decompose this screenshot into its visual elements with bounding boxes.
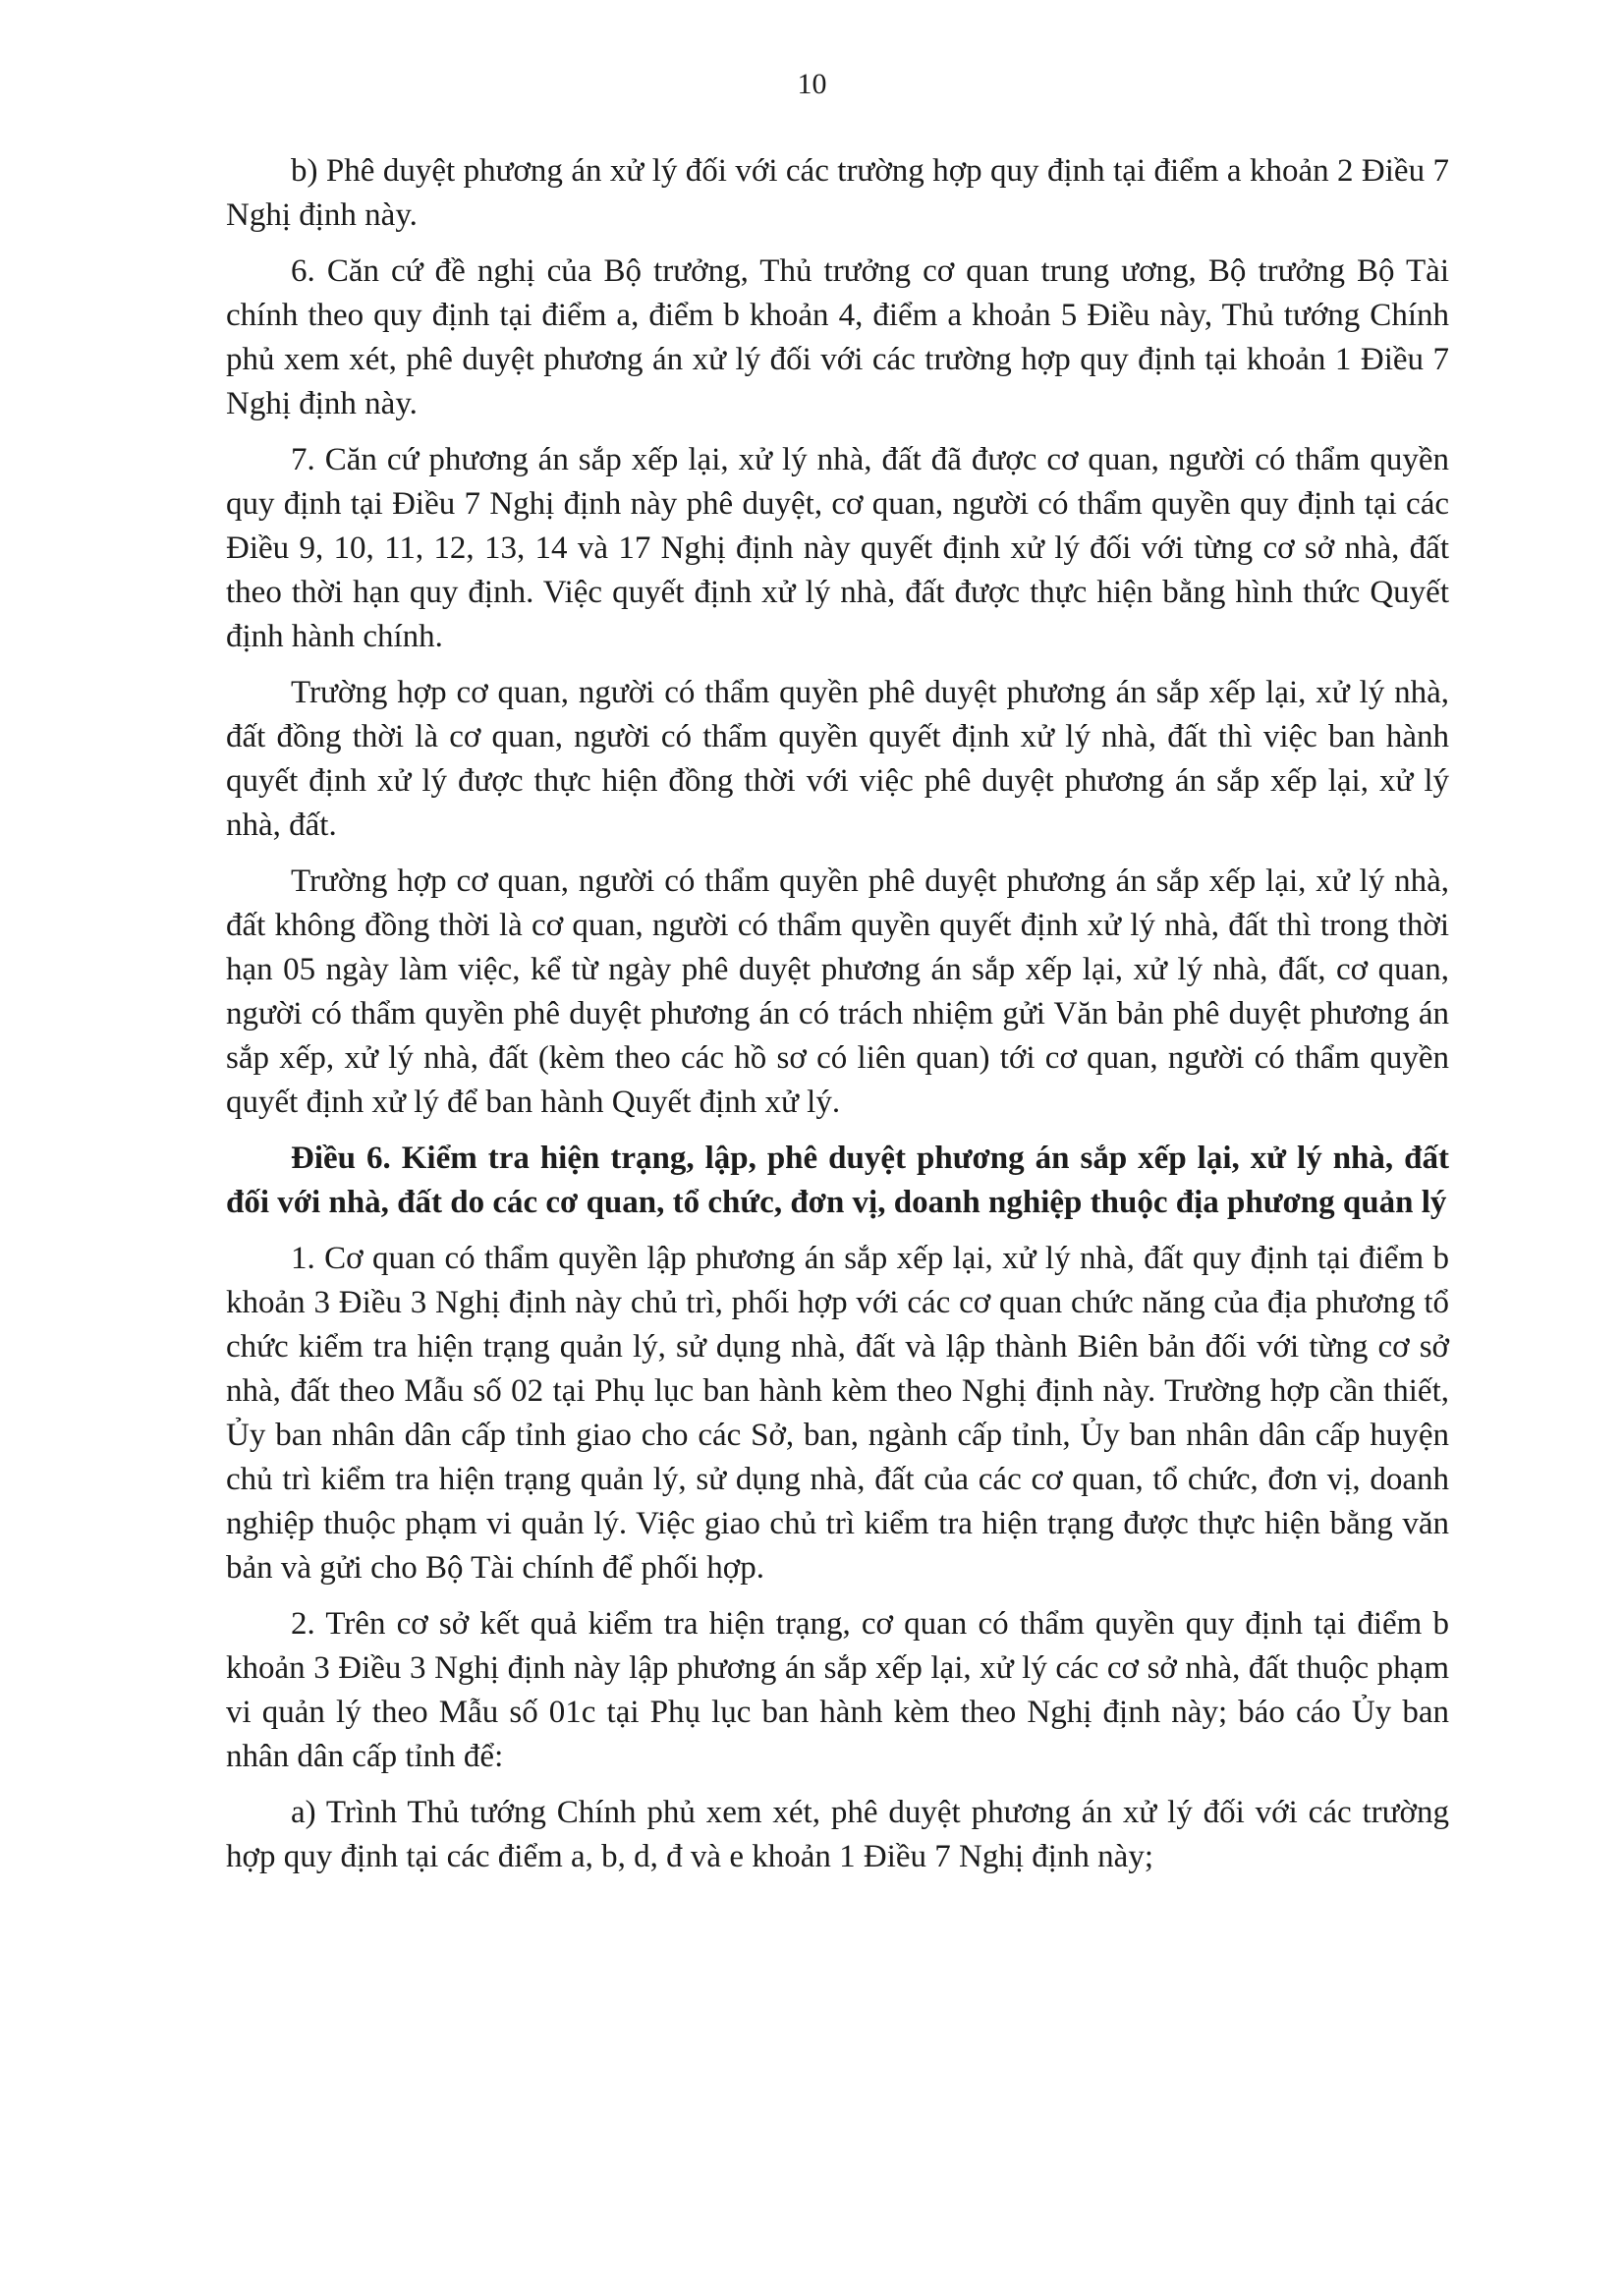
paragraph-7: 7. Căn cứ phương án sắp xếp lại, xử lý nhà, đất đã được cơ quan, người có thẩm quyền quy định tại Điều 7 Nghị định này phê duyệt, cơ quan, người có thẩm quyền quy định tại các Điều 9, 10, 11, 12, 13, 14 và 17 Nghị định này quyết định xử lý đối với từng cơ sở nhà, đất theo thời hạn quy định. Việc quyết định xử lý nhà, đất được thực hiện bằng hình thức Quyết định hành chính.	[226, 442, 1449, 654]
paragraph-7-case-2: Trường hợp cơ quan, người có thẩm quyền phê duyệt phương án sắp xếp lại, xử lý nhà, đất không đồng thời là cơ quan, người có thẩm quyền quyết định xử lý nhà, đất thì trong thời hạn 05 ngày làm việc, kể từ ngày phê duyệt phương án sắp xếp lại, xử lý nhà, đất, cơ quan, người có thẩm quyền phê duyệt phương án có trách nhiệm gửi Văn bản phê duyệt phương án sắp xếp, xử lý nhà, đất (kèm theo các hồ sơ có liên quan) tới cơ quan, người có thẩm quyền quyết định xử lý để ban hành Quyết định xử lý.	[226, 864, 1449, 1120]
page-number: 10	[797, 68, 827, 100]
paragraph-6: 6. Căn cứ đề nghị của Bộ trưởng, Thủ trưởng cơ quan trung ương, Bộ trưởng Bộ Tài chính theo quy định tại điểm a, điểm b khoản 4, điểm a khoản 5 Điều này, Thủ tướng Chính phủ xem xét, phê duyệt phương án xử lý đối với các trường hợp quy định tại khoản 1 Điều 7 Nghị định này.	[226, 253, 1449, 421]
paragraph-5b: b) Phê duyệt phương án xử lý đối với các trường hợp quy định tại điểm a khoản 2 Điều 7 Nghị định này.	[226, 153, 1449, 233]
article-6-clause-2a: a) Trình Thủ tướng Chính phủ xem xét, phê duyệt phương án xử lý đối với các trường hợp quy định tại các điểm a, b, d, đ và e khoản 1 Điều 7 Nghị định này;	[226, 1795, 1449, 1874]
paragraph-7-case-1: Trường hợp cơ quan, người có thẩm quyền phê duyệt phương án sắp xếp lại, xử lý nhà, đất đồng thời là cơ quan, người có thẩm quyền quyết định xử lý nhà, đất thì việc ban hành quyết định xử lý được thực hiện đồng thời với việc phê duyệt phương án sắp xếp lại, xử lý nhà, đất.	[226, 675, 1449, 843]
article-6-clause-1: 1. Cơ quan có thẩm quyền lập phương án sắp xếp lại, xử lý nhà, đất quy định tại điểm b khoản 3 Điều 3 Nghị định này chủ trì, phối hợp với các cơ quan chức năng của địa phương tổ chức kiểm tra hiện trạng quản lý, sử dụng nhà, đất và lập thành Biên bản đối với từng cơ sở nhà, đất theo Mẫu số 02 tại Phụ lục ban hành kèm theo Nghị định này. Trường hợp cần thiết, Ủy ban nhân dân cấp tỉnh giao cho các Sở, ban, ngành cấp tỉnh, Ủy ban nhân dân cấp huyện chủ trì kiểm tra hiện trạng quản lý, sử dụng nhà, đất của các cơ quan, tổ chức, đơn vị, doanh nghiệp thuộc phạm vi quản lý. Việc giao chủ trì kiểm tra hiện trạng được thực hiện bằng văn bản và gửi cho Bộ Tài chính để phối hợp.	[226, 1241, 1449, 1586]
document-body	[226, 149, 1449, 1891]
article-6-clause-2: 2. Trên cơ sở kết quả kiểm tra hiện trạng, cơ quan có thẩm quyền quy định tại điểm b khoản 3 Điều 3 Nghị định này lập phương án sắp xếp lại, xử lý các cơ sở nhà, đất thuộc phạm vi quản lý theo Mẫu số 01c tại Phụ lục ban hành kèm theo Nghị định này; báo cáo Ủy ban nhân dân cấp tỉnh để:	[226, 1606, 1449, 1774]
article-6-heading: Điều 6. Kiểm tra hiện trạng, lập, phê duyệt phương án sắp xếp lại, xử lý nhà, đất đối với nhà, đất do các cơ quan, tổ chức, đơn vị, doanh nghiệp thuộc địa phương quản lý	[226, 1141, 1449, 1220]
